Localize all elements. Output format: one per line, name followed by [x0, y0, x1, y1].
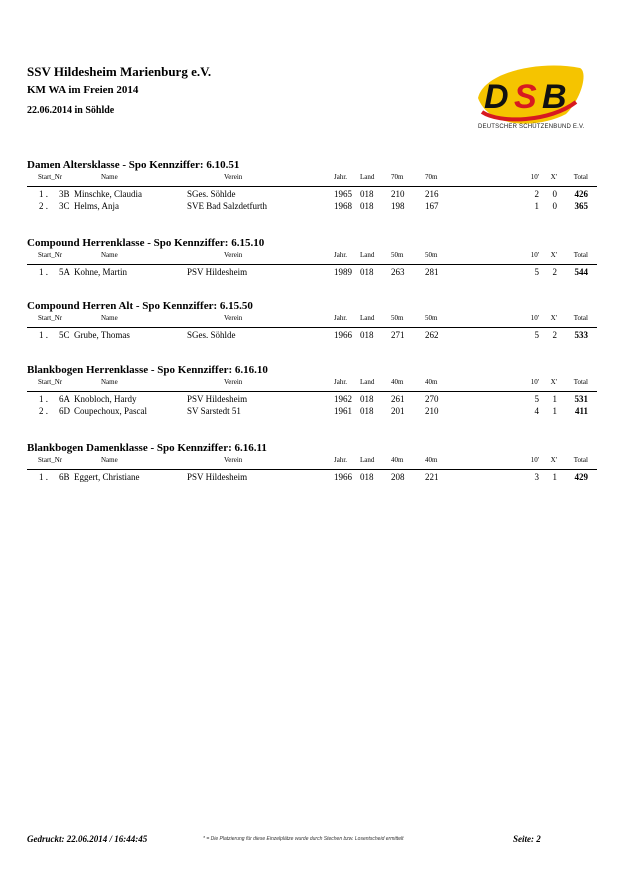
- header-name: Name: [101, 173, 118, 181]
- row-start: 6D: [59, 406, 70, 416]
- header-tens: 10': [530, 251, 539, 259]
- table-row: [27, 394, 597, 406]
- header-start: Start_Nr: [38, 378, 63, 386]
- header-x: X': [550, 314, 557, 322]
- row-start: 5A: [59, 267, 70, 277]
- header-name: Name: [101, 251, 118, 259]
- row-verein: SGes. Söhlde: [187, 330, 236, 340]
- header-land: Land: [360, 251, 375, 259]
- header-start: Start_Nr: [38, 314, 63, 322]
- section-title: Blankbogen Herrenklasse - Spo Kennziffer: 6.16.10: [27, 364, 268, 376]
- header-dist2: 50m: [425, 251, 438, 259]
- row-name: Kohne, Martin: [74, 267, 127, 277]
- header-start: Start_Nr: [38, 173, 63, 181]
- row-land: 018: [360, 394, 374, 404]
- section-title: Compound Herrenklasse - Spo Kennziffer: 6.15.10: [27, 237, 265, 249]
- row-name: Eggert, Christiane: [74, 472, 140, 482]
- row-verein: PSV Hildesheim: [187, 472, 248, 482]
- header-tens: 10': [530, 173, 539, 181]
- header-dist2: 50m: [425, 314, 438, 322]
- row-land: 018: [360, 406, 374, 416]
- table-row: [27, 201, 597, 213]
- header-total: Total: [573, 314, 588, 322]
- row-jahr: 1965: [334, 189, 352, 199]
- row-rank: 1 .: [39, 394, 48, 404]
- row-verein: PSV Hildesheim: [187, 267, 248, 277]
- row-start: 3C: [59, 201, 70, 211]
- row-start: 6B: [59, 472, 70, 482]
- header-dist1: 70m: [391, 173, 404, 181]
- header-dist1: 50m: [391, 251, 404, 259]
- row-jahr: 1968: [334, 201, 352, 211]
- header-total: Total: [573, 173, 588, 181]
- table-row: [27, 406, 597, 418]
- page-number: Seite: 2: [513, 834, 541, 844]
- header-jahr: Jahr.: [334, 378, 348, 386]
- row-total: 411: [574, 406, 588, 416]
- row-land: 018: [360, 189, 374, 199]
- header-dist1: 40m: [391, 456, 404, 464]
- row-x: 1: [552, 472, 557, 482]
- row-land: 018: [360, 472, 374, 482]
- header-dist2: 70m: [425, 173, 438, 181]
- row-x: 2: [552, 330, 557, 340]
- row-x: 2: [552, 267, 557, 277]
- row-tens: 5: [534, 267, 539, 277]
- row-dist1: 261: [391, 394, 405, 404]
- row-dist1: 201: [391, 406, 405, 416]
- row-rank: 1 .: [39, 267, 48, 277]
- row-start: 3B: [59, 189, 70, 199]
- row-rank: 1 .: [39, 472, 48, 482]
- row-x: 0: [552, 189, 557, 199]
- header-rule: [27, 264, 597, 265]
- row-dist2: 216: [425, 189, 439, 199]
- header-dist2: 40m: [425, 378, 438, 386]
- row-x: 1: [552, 394, 557, 404]
- row-name: Coupechoux, Pascal: [74, 406, 147, 416]
- row-verein: SV Sarstedt 51: [187, 406, 241, 416]
- header-verein: Verein: [224, 251, 243, 259]
- header-land: Land: [360, 456, 375, 464]
- row-dist2: 167: [425, 201, 439, 211]
- row-dist1: 210: [391, 189, 405, 199]
- row-tens: 5: [534, 330, 539, 340]
- header-start: Start_Nr: [38, 456, 63, 464]
- row-land: 018: [360, 330, 374, 340]
- section-blankbogen-damenklasse: [27, 440, 597, 484]
- table-row: [27, 267, 597, 279]
- table-header: [27, 173, 597, 185]
- header-x: X': [550, 251, 557, 259]
- event-title: KM WA im Freien 2014: [27, 84, 139, 96]
- row-verein: SGes. Söhlde: [187, 189, 236, 199]
- header-verein: Verein: [224, 456, 243, 464]
- printed-timestamp: Gedruckt: 22.06.2014 / 16:44:45: [27, 834, 148, 844]
- row-tens: 5: [534, 394, 539, 404]
- row-verein: PSV Hildesheim: [187, 394, 248, 404]
- row-jahr: 1966: [334, 472, 352, 482]
- header-name: Name: [101, 314, 118, 322]
- section-compound-herrenklasse: [27, 235, 597, 279]
- table-header: [27, 314, 597, 326]
- row-x: 0: [552, 201, 557, 211]
- row-start: 6A: [59, 394, 70, 404]
- header-total: Total: [573, 378, 588, 386]
- row-verein: SVE Bad Salzdetfurth: [187, 201, 267, 211]
- section-title: Damen Altersklasse - Spo Kennziffer: 6.10.51: [27, 159, 240, 171]
- header-total: Total: [573, 251, 588, 259]
- row-rank: 1 .: [39, 330, 48, 340]
- section-blankbogen-herrenklasse: [27, 362, 597, 418]
- row-dist1: 271: [391, 330, 405, 340]
- row-jahr: 1989: [334, 267, 352, 277]
- table-header: [27, 456, 597, 468]
- row-tens: 3: [534, 472, 539, 482]
- table-row: [27, 189, 597, 201]
- organization-name: SSV Hildesheim Marienburg e.V.: [27, 64, 212, 79]
- header-rule: [27, 391, 597, 392]
- section-damen-altersklasse: [27, 157, 597, 213]
- row-dist2: 281: [425, 267, 439, 277]
- row-dist2: 210: [425, 406, 439, 416]
- table-row: [27, 330, 597, 342]
- header-jahr: Jahr.: [334, 314, 348, 322]
- row-total: 426: [574, 189, 588, 199]
- row-jahr: 1961: [334, 406, 352, 416]
- row-rank: 2 .: [39, 201, 48, 211]
- svg-text:S: S: [514, 78, 537, 116]
- row-jahr: 1962: [334, 394, 352, 404]
- row-jahr: 1966: [334, 330, 352, 340]
- event-date-place: 22.06.2014 in Söhlde: [27, 105, 115, 116]
- row-total: 531: [574, 394, 588, 404]
- row-dist1: 263: [391, 267, 405, 277]
- row-x: 1: [552, 406, 557, 416]
- section-title: Compound Herren Alt - Spo Kennziffer: 6.15.50: [27, 300, 253, 312]
- logo-caption: DEUTSCHER SCHÜTZENBUND E.V.: [478, 124, 585, 130]
- header-verein: Verein: [224, 173, 243, 181]
- header-rule: [27, 186, 597, 187]
- row-dist2: 221: [425, 472, 439, 482]
- placement-note: * = Die Platzierung für diese Einzelplätze wurde durch Stechen bzw. Losentscheid ermittelt: [203, 836, 404, 842]
- svg-text:B: B: [542, 78, 567, 116]
- row-total: 533: [574, 330, 588, 340]
- header-verein: Verein: [224, 314, 243, 322]
- row-start: 5C: [59, 330, 70, 340]
- row-rank: 1 .: [39, 189, 48, 199]
- header-x: X': [550, 378, 557, 386]
- svg-text:D: D: [484, 78, 509, 116]
- header-start: Start_Nr: [38, 251, 63, 259]
- row-tens: 4: [534, 406, 539, 416]
- row-name: Grube, Thomas: [74, 330, 130, 340]
- header-rule: [27, 327, 597, 328]
- row-total: 365: [574, 201, 588, 211]
- row-dist2: 270: [425, 394, 439, 404]
- header-land: Land: [360, 314, 375, 322]
- header-land: Land: [360, 173, 375, 181]
- row-name: Helms, Anja: [74, 201, 119, 211]
- table-row: [27, 472, 597, 484]
- section-compound-herren-alt: [27, 298, 597, 342]
- row-land: 018: [360, 267, 374, 277]
- header-tens: 10': [530, 314, 539, 322]
- row-total: 544: [574, 267, 588, 277]
- row-tens: 2: [534, 189, 539, 199]
- header-tens: 10': [530, 456, 539, 464]
- row-dist1: 198: [391, 201, 405, 211]
- row-rank: 2 .: [39, 406, 48, 416]
- row-land: 018: [360, 201, 374, 211]
- row-name: Knobloch, Hardy: [74, 394, 137, 404]
- section-title: Blankbogen Damenklasse - Spo Kennziffer: 6.16.11: [27, 442, 267, 454]
- header-x: X': [550, 173, 557, 181]
- header-land: Land: [360, 378, 375, 386]
- table-header: [27, 378, 597, 390]
- header-dist1: 40m: [391, 378, 404, 386]
- header-jahr: Jahr.: [334, 456, 348, 464]
- row-tens: 1: [534, 201, 539, 211]
- table-header: [27, 251, 597, 263]
- row-dist2: 262: [425, 330, 439, 340]
- row-dist1: 208: [391, 472, 405, 482]
- header-name: Name: [101, 456, 118, 464]
- header-tens: 10': [530, 378, 539, 386]
- row-total: 429: [574, 472, 588, 482]
- header-jahr: Jahr.: [334, 251, 348, 259]
- header-dist2: 40m: [425, 456, 438, 464]
- header-dist1: 50m: [391, 314, 404, 322]
- header-x: X': [550, 456, 557, 464]
- header-jahr: Jahr.: [334, 173, 348, 181]
- header-verein: Verein: [224, 378, 243, 386]
- header-rule: [27, 469, 597, 470]
- row-name: Minschke, Claudia: [74, 189, 142, 199]
- header-name: Name: [101, 378, 118, 386]
- header-total: Total: [573, 456, 588, 464]
